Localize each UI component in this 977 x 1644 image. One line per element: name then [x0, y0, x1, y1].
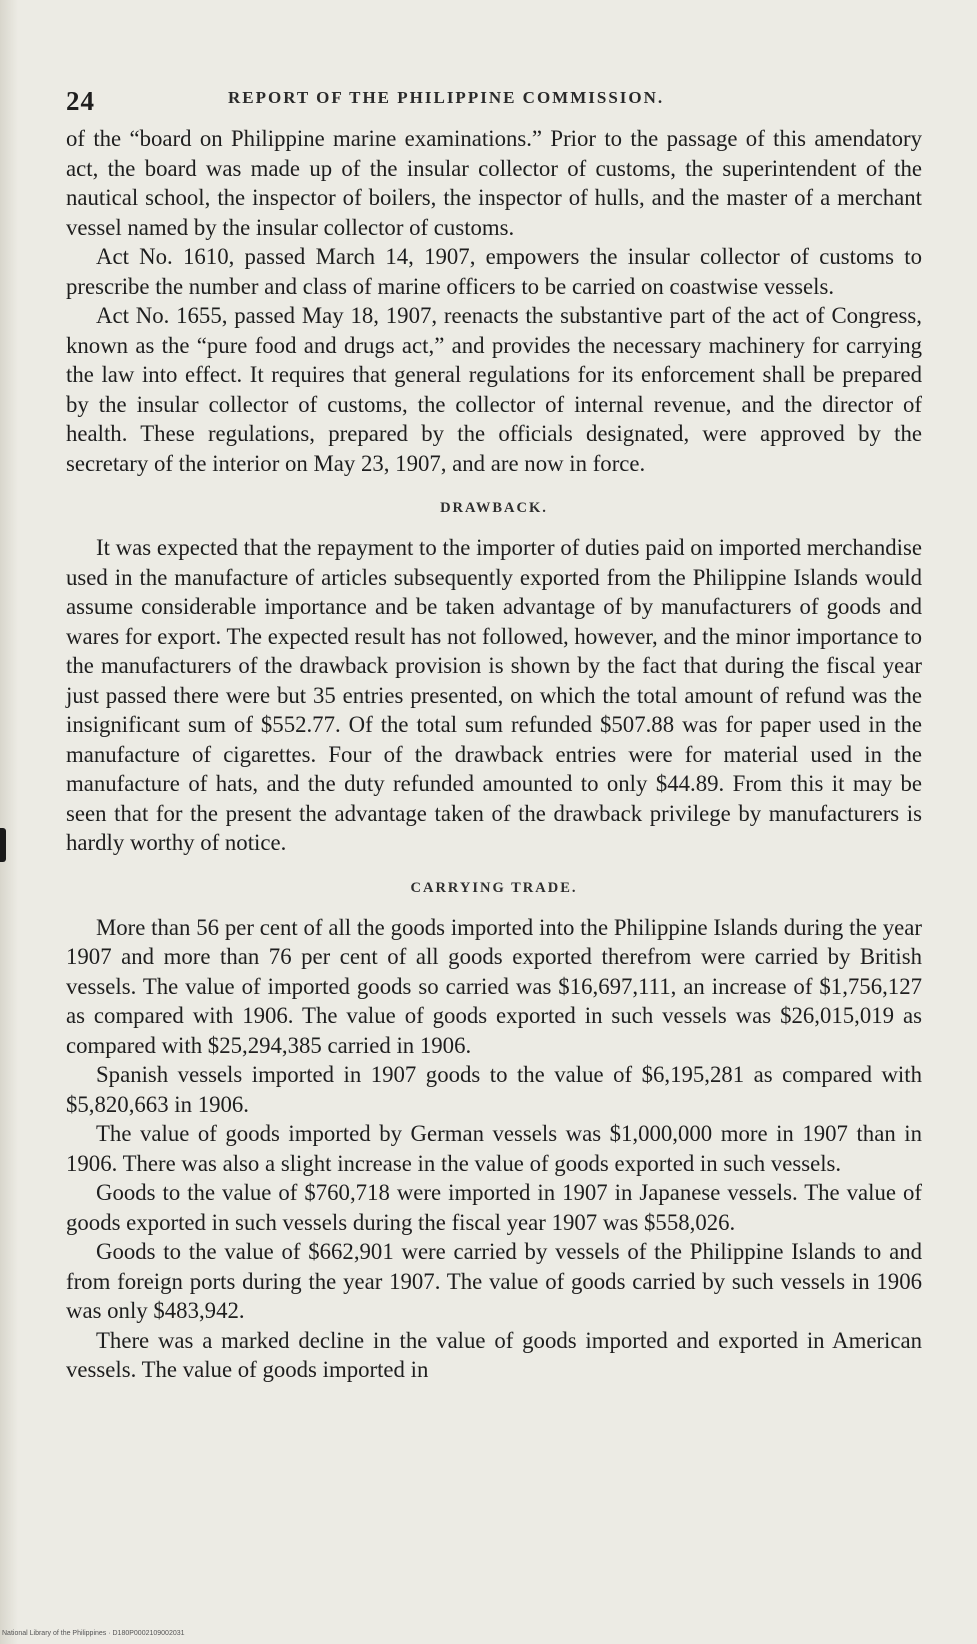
scan-edge-shadow: [0, 0, 18, 1644]
page-number: 24: [66, 86, 95, 116]
paragraph-german-vessels: The value of goods imported by German vessels was $1,000,000 more in 1907 than in 1906. There was also a slight increase in the value of goods exported in such vessels.: [66, 1121, 922, 1176]
paragraph-philippine-vessels: Goods to the value of $662,901 were carried by vessels of the Philippine Islands to and from foreign ports during the year 1907. The value of goods carried by such vessels in 1906 was only $483,942.: [66, 1239, 922, 1323]
section-heading-carrying-trade: CARRYING TRADE.: [410, 879, 578, 896]
paragraph-act-1610: Act No. 1610, passed March 14, 1907, empowers the insular collector of customs to prescribe the number and class of marine officers to be carried on coastwise vessels.: [66, 244, 922, 299]
paragraph-drawback: It was expected that the repayment to the importer of duties paid on imported merchandise used in the manufacture of articles subsequently exported from the Philippine Islands would assume considerable importance and be taken advantage of by manufacturers of goods and wares for export. The expected result has not followed, however, and the minor importance to the manufacturers of the drawback provision is shown by the fact that during the fiscal year just passed there were but 35 entries presented, on which the total amount of refund was the insignificant sum of $552.77. Of the total sum refunded $507.88 was for paper used in the manufacture of cigarettes. Four of the drawback entries were for material used in the manufacture of hats, and the duty refunded amounted to only $44.89. From this it may be seen that for the present the advantage taken of the drawback privilege by manufacturers is hardly worthy of notice.: [66, 535, 922, 855]
paragraph-board-marine-examinations: of the “board on Philippine marine examinations.” Prior to the passage of this amendatory act, the board was made up of the insular collector of customs, the superintendent of the nautical school, the inspector of boilers, the inspector of hulls, and the master of a merchant vessel named by the insular collector of customs.: [66, 126, 922, 240]
paragraph-british-vessels: More than 56 per cent of all the goods imported into the Philippine Islands during the year 1907 and more than 76 per cent of all goods exported therefrom were carried by British vessels. The value of imported goods so carried was $16,697,111, an increase of $1,756,127 as compared with 1906. The value of goods exported in such vessels was $26,015,019 as compared with $25,294,385 carried in 1906.: [66, 914, 922, 1058]
running-title: REPORT OF THE PHILIPPINE COMMISSION.: [228, 88, 665, 107]
page: [66, 80, 922, 1385]
paragraph-act-1655: Act No. 1655, passed May 18, 1907, reenacts the substantive part of the act of Congress, known as the “pure food and drugs act,” and provides the necessary machinery for carrying the law into effect. It requires that general regulations for its enforcement shall be prepared by the insular collector of customs, the collector of internal revenue, and the director of health. These regulations, prepared by the officials designated, were approved by the secretary of the interior on May 23, 1907, and are now in force.: [66, 303, 922, 476]
running-head: [66, 80, 922, 120]
footer-credit: National Library of the Philippines · D180P0002109002031: [2, 1630, 185, 1637]
paragraph-american-vessels: There was a marked decline in the value of goods imported and exported in American vessels. The value of goods imported in: [66, 1327, 922, 1382]
binding-mark: [0, 828, 6, 862]
paragraph-spanish-vessels: Spanish vessels imported in 1907 goods to the value of $6,195,281 as compared with $5,820,663 in 1906.: [66, 1062, 922, 1117]
paragraph-japanese-vessels: Goods to the value of $760,718 were imported in 1907 in Japanese vessels. The value of goods exported in such vessels during the fiscal year 1907 was $558,026.: [66, 1180, 922, 1235]
section-heading-drawback: DRAWBACK.: [440, 500, 548, 516]
